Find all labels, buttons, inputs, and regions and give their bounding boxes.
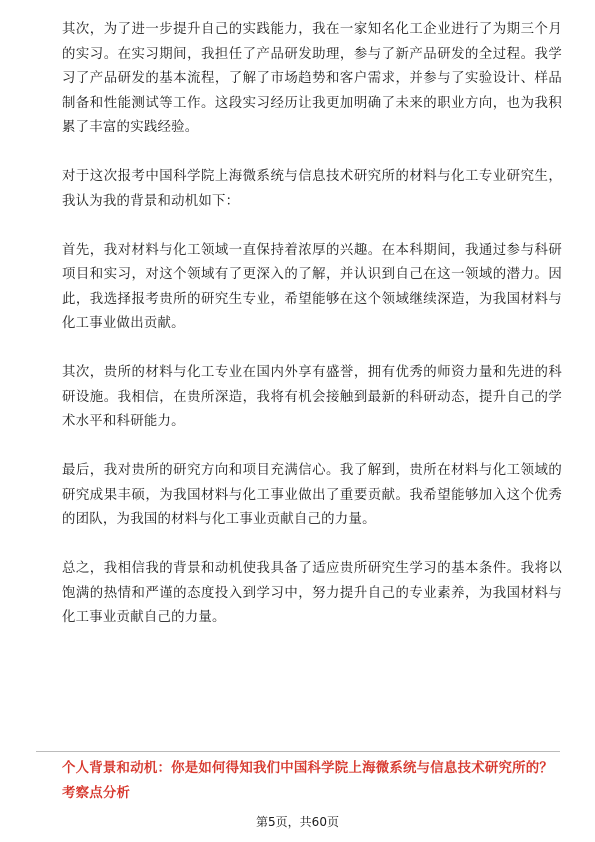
paragraph-internship: 其次，为了进一步提升自己的实践能力，我在一家知名化工企业进行了为期三个月的实习。在实习期间，我担任了产品研发助理，参与了新产品研发的全过程。我学习了产品研发的基本流程，了解了市场趋势和客户需求，并参与了实验设计、样品制备和性能测试等工作。这段实习经历让我更加明确了未来的职业方向，也为我积累了丰富的实践经验。 [62,22,562,135]
paragraph-gap [62,337,562,362]
page-number: 第5页，共60页 [256,815,339,829]
paragraph-gap [62,435,562,460]
paragraph-application-intro: 对于这次报考中国科学院上海微系统与信息技术研究所的材料与化工专业研究生，我认为我的背景和动机如下： [62,169,562,209]
paragraph-first-reason: 首先，我对材料与化工领域一直保持着浓厚的兴趣。在本科期间，我通过参与科研项目和实习，对这个领域有了更深入的了解，并认识到自己在这一领域的潜力。因此，我选择报考贵所的研究生专业，希望能够在这个领域继续深造，为我国材料与化工事业做出贡献。 [62,242,562,331]
paragraph-gap [62,214,562,239]
paragraph-last-reason: 最后，我对贵所的研究方向和项目充满信心。我了解到，贵所在材料与化工领域的研究成果丰硕，为我国材料与化工事业做出了重要贡献。我希望能够加入这个优秀的团队，为我国的材料与化工事业贡献自己的力量。 [62,463,562,527]
body-text [62,18,562,631]
paragraph-second-reason: 其次，贵所的材料与化工专业在国内外享有盛誉，拥有优秀的师资力量和先进的科研设施。我相信，在贵所深造，我将有机会接触到最新的科研动态，提升自己的学术水平和科研能力。 [62,365,562,429]
paragraph-gap [62,533,562,558]
paragraph-conclusion: 总之，我相信我的背景和动机使我具备了适应贵所研究生学习的基本条件。我将以饱满的热情和严谨的态度投入到学习中，努力提升自己的专业素养，为我国材料与化工事业贡献自己的力量。 [62,561,562,625]
paragraph-gap [62,141,562,166]
section-divider [36,751,560,752]
question-heading: 个人背景和动机：你是如何得知我们中国科学院上海微系统与信息技术研究所的？考察点分析 [62,761,554,801]
